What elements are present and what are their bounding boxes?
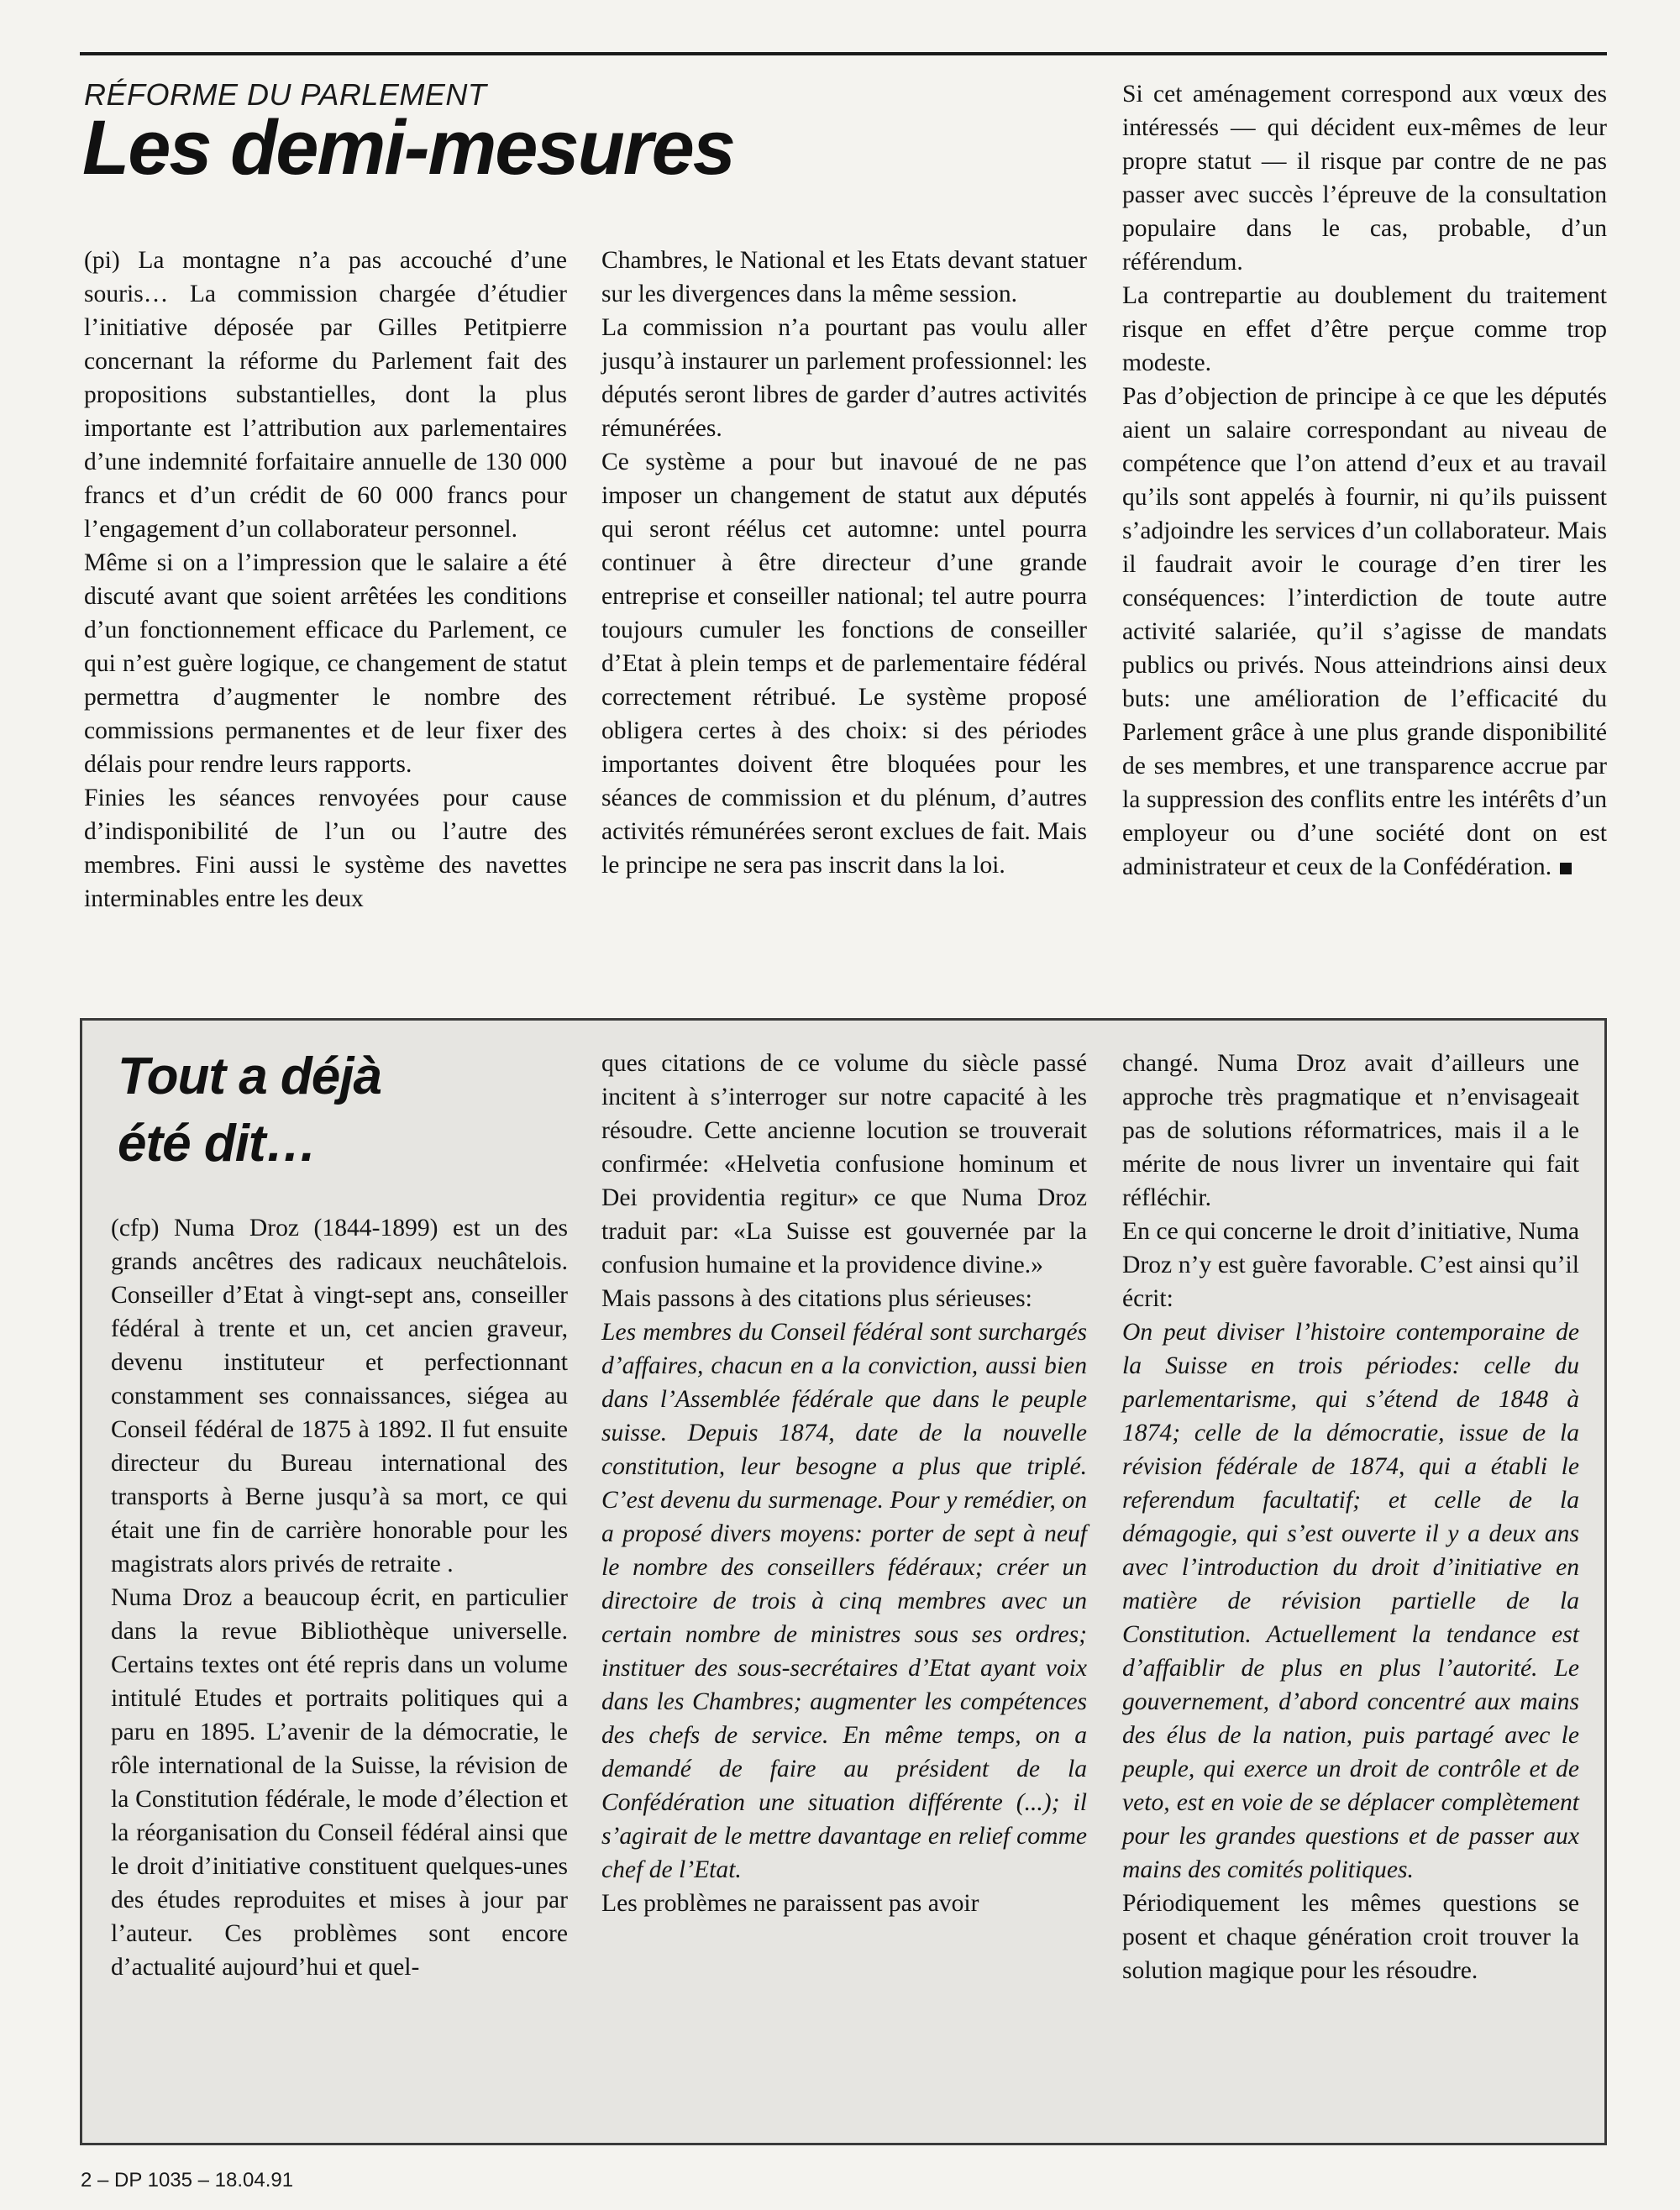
article-kicker: RÉFORME DU PARLEMENT xyxy=(84,77,487,112)
article-headline: Les demi-mesures xyxy=(82,105,734,191)
sidebar-paragraph: changé. Numa Droz avait d’ailleurs une approche très pragmatique et n’envisageait pas de solutions réformatrices, mais il a le mérite de nous livrer un inventaire qui fait réfléchir. xyxy=(1122,1050,1579,1211)
article-paragraph: La contrepartie au doublement du traitement risque en effet d’être perçue comme trop modeste. xyxy=(1122,282,1607,376)
top-rule xyxy=(80,52,1607,55)
sidebar-column-3 xyxy=(1122,1047,1579,1987)
sidebar-title-line: été dit… xyxy=(118,1115,317,1173)
article-paragraph: (pi) La montagne n’a pas accouché d’une souris… La commission chargée d’étudier l’initiative déposée par Gilles Petitpierre concernant la réforme du Parlement fait des propositions substantielles, dont la plus importante est l’attribution aux parlementaires d’une indemnité forfaitaire annuelle de 130 000 francs et d’un crédit de 60 000 francs pour l’engagement d’un collaborateur personnel. xyxy=(84,247,567,543)
article-paragraph: La commission n’a pourtant pas voulu aller jusqu’à instaurer un parlement professionnel: les députés seront libres de garder d’autres activités rémunérées. xyxy=(601,314,1087,442)
article-paragraph-text: Pas d’objection de principe à ce que les députés aient un salaire correspondant au niveau de compétence que l’on attend d’eux et au travail qu’ils sont appelés à fournir, ni qu’ils puissent s’adjoindre les services d’un collaborateur. Mais il faudrait avoir le courage d’en tirer les conséquences: l’interdiction de toute autre activité salariée, qu’il s’agisse de mandats publics ou privés. Nous atteindrions ainsi deux buts: une amélioration de l’efficacité du Parlement grâce à une plus grande disponibilité de ses membres, et une transparence accrue par la suppression des conflits entre les intérêts d’un employeur ou d’une société dont on est administrateur et ceux de la Confédération. xyxy=(1122,383,1607,880)
article-paragraph-final xyxy=(1122,380,1607,884)
page-footer: 2 – DP 1035 – 18.04.91 xyxy=(81,2169,294,2192)
article-paragraph: Ce système a pour but inavoué de ne pas imposer un changement de statut aux députés qui seront réélus cet automne: untel pourra continuer à être directeur d’une grande entreprise et conseiller national; tel autre pourra toujours cumuler les fonctions de conseiller d’Etat à plein temps et de parlementaire fédéral correctement rétribué. Le système proposé obligera certes à des choix: si des périodes importantes doivent être bloquées pour les séances de commission et du plénum, d’autres activités rémunérées seront exclues de fait. Mais le principe ne sera pas inscrit dans la loi. xyxy=(601,449,1087,879)
sidebar-paragraph: En ce qui concerne le droit d’initiative, Numa Droz n’y est guère favorable. C’est ainsi qu’il écrit: xyxy=(1122,1218,1579,1312)
sidebar-title-line: Tout a déjà xyxy=(118,1047,381,1105)
article-column-3 xyxy=(1122,77,1607,884)
sidebar-box-title xyxy=(118,1043,571,1178)
article-column-2 xyxy=(601,244,1087,882)
sidebar-paragraph: (cfp) Numa Droz (1844-1899) est un des grands ancêtres des radicaux neuchâtelois. Conseiller d’Etat à vingt-sept ans, conseiller fédéral à trente et un, cet ancien graveur, devenu instituteur et perfectionnant constamment ses connaissances, siégea au Conseil fédéral de 1875 à 1892. Il fut ensuite directeur du Bureau international des transports à Berne jusqu’à sa mort, ce qui était une fin de carrière honorable pour les magistrats alors privés de retraite . xyxy=(111,1215,568,1577)
sidebar-column-2 xyxy=(601,1047,1087,1920)
article-paragraph: Finies les séances renvoyées pour cause d’indisponibilité de l’un ou l’autre des membres. Fini aussi le système des navettes interminables entre les deux xyxy=(84,785,567,912)
article-column-1 xyxy=(84,244,567,916)
article-paragraph: Si cet aménagement correspond aux vœux des intéressés — qui décident eux-mêmes de leur propre statut — il risque par contre de ne pas passer avec succès l’épreuve de la consultation populaire dans le cas, probable, d’un référendum. xyxy=(1122,81,1607,276)
sidebar-column-1 xyxy=(111,1211,568,1984)
sidebar-quote: Les membres du Conseil fédéral sont surchargés d’affaires, chacun en a la conviction, aussi bien dans l’Assemblée fédérale que dans le peuple suisse. Depuis 1874, date de la nouvelle constitution, leur besogne a plus que triplé. C’est devenu du surmenage. Pour y remédier, on a proposé divers moyens: porter de sept à neuf le nombre des conseillers fédéraux; créer un directoire de trois à cinq membres avec un certain nombre de ministres sous ses ordres; instituer des sous-secrétaires d’Etat ayant voix dans les Chambres; augmenter les compétences des chefs de service. En même temps, on a demandé de faire au président de la Confédération une situation différente (...); il s’agirait de le mettre davantage en relief comme chef de l’Etat. xyxy=(601,1319,1087,1883)
sidebar-quote: On peut diviser l’histoire contemporaine de la Suisse en trois périodes: celle du parlementarisme, qui s’étend de 1848 à 1874; celle de la démocratie, issue de la révision fédérale de 1874, qui a établi le referendum facultatif; et celle de la démagogie, qui s’est ouverte il y a deux ans avec l’introduction du droit d’initiative en matière de révision partielle de la Constitution. Actuellement la tendance est d’affaiblir de plus en plus l’autorité. Le gouvernement, d’abord concentré aux mains des élus de la nation, puis partagé avec le peuple, qui exerce un droit de contrôle et de veto, est en voie de se déplacer complètement pour les grandes questions et de passer aux mains des comités politiques. xyxy=(1122,1319,1579,1883)
sidebar-paragraph: Numa Droz a beaucoup écrit, en particulier dans la revue Bibliothèque universelle. Certains textes ont été repris dans un volume intitulé Etudes et portraits politiques qui a paru en 1895. L’avenir de la démocratie, le rôle international de la Suisse, la révision de la Constitution fédérale, le mode d’élection et la réorganisation du Conseil fédéral ainsi que le droit d’initiative constituent quelques-unes des études reproduites et mises à jour par l’auteur. Ces problèmes sont encore d’actualité aujourd’hui et quel- xyxy=(111,1584,568,1981)
sidebar-paragraph: Les problèmes ne paraissent pas avoir xyxy=(601,1890,979,1917)
article-paragraph: Même si on a l’impression que le salaire a été discuté avant que soient arrêtées les conditions d’un fonctionnement efficace du Parlement, ce qui n’est guère logique, ce changement de statut permettra d’augmenter le nombre des commissions permanentes et de leur fixer des délais pour rendre leurs rapports. xyxy=(84,549,567,778)
sidebar-paragraph: ques citations de ce volume du siècle passé incitent à s’interroger sur notre capacité à les résoudre. Cette ancienne locution se trouverait confirmée: «Helvetia confusione hominum et Dei providentia regitur» ce que Numa Droz traduit par: «La Suisse est gouvernée par la confusion humaine et la providence divine.» xyxy=(601,1050,1087,1278)
end-mark-icon xyxy=(1560,863,1572,874)
article-paragraph: Chambres, le National et les Etats devant statuer sur les divergences dans la même session. xyxy=(601,247,1087,307)
sidebar-paragraph: Périodiquement les mêmes questions se posent et chaque génération croit trouver la solution magique pour les résoudre. xyxy=(1122,1890,1579,1984)
sidebar-paragraph: Mais passons à des citations plus sérieuses: xyxy=(601,1285,1032,1312)
